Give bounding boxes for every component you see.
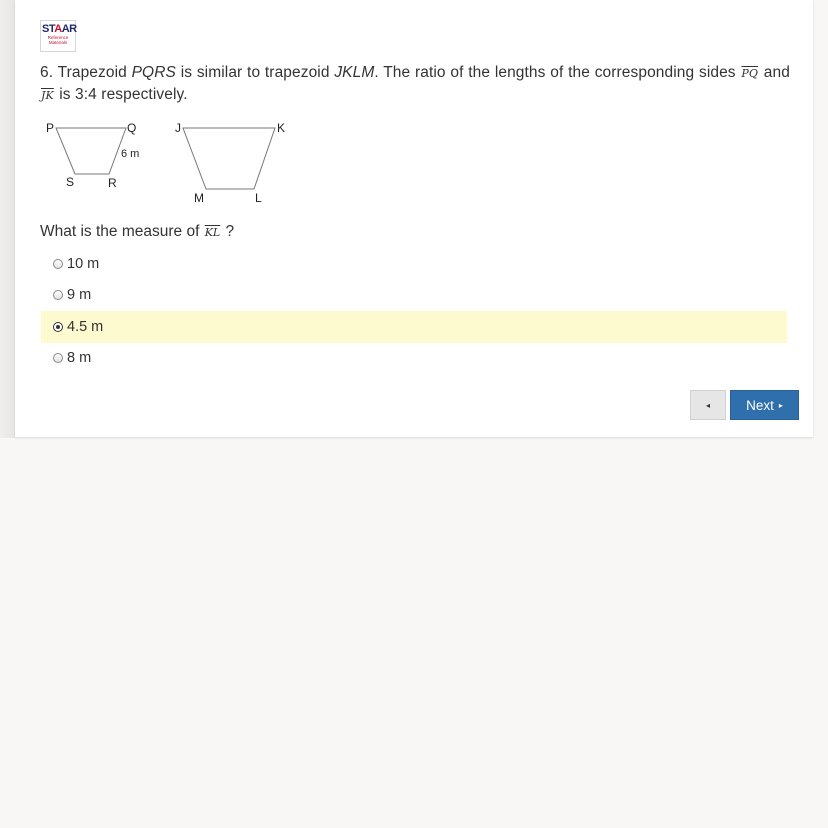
trapezoid-pqrs (56, 128, 126, 174)
question-prompt (40, 221, 234, 243)
radio-button[interactable] (53, 353, 63, 363)
question-part: . The ratio of the lengths of the corresponding sides (374, 64, 736, 81)
segment-kl: $\overline{KL}$ (204, 226, 221, 239)
answer-choice-4-5m[interactable] (41, 311, 787, 343)
choice-label: 10 m (67, 255, 100, 272)
question-number: 6. (40, 64, 54, 81)
vertex-label-j: J (175, 121, 181, 135)
choice-label: 8 m (67, 350, 92, 367)
radio-button-selected[interactable] (53, 322, 63, 332)
vertex-label-p: P (46, 121, 55, 135)
side-length-label: 6 m (121, 148, 140, 160)
vertex-label-m: M (194, 191, 204, 205)
question-part: is similar to trapezoid (180, 64, 330, 81)
answer-choices (41, 248, 787, 374)
logo-brand (42, 23, 77, 35)
next-arrow-icon: ▸ (778, 400, 783, 410)
answer-choice-9m[interactable] (41, 280, 787, 312)
reference-materials-logo[interactable] (40, 20, 76, 52)
radio-button[interactable] (53, 259, 63, 269)
vertex-label-q: Q (127, 121, 137, 135)
back-arrow-icon: ◂ (705, 400, 710, 410)
prompt-text: What is the measure of (40, 223, 200, 240)
next-button[interactable] (730, 390, 799, 420)
segment-jk: $\overline{JK}$ (41, 89, 54, 102)
question-text (40, 62, 790, 106)
trapezoid-figure (40, 115, 300, 210)
choice-label: 4.5 m (67, 318, 104, 335)
question-part: Trapezoid (57, 64, 127, 81)
logo-brand-part: ST (42, 23, 55, 35)
logo-subtitle: Reference Materials (47, 35, 69, 45)
vertex-label-l: L (255, 191, 262, 205)
back-button[interactable] (690, 390, 726, 420)
logo-brand-end: AR (61, 23, 77, 35)
choice-label: 9 m (67, 287, 92, 304)
radio-button[interactable] (53, 290, 63, 300)
question-part: and (763, 64, 790, 81)
question-part: is 3:4 respectively. (59, 86, 188, 103)
prompt-end: ? (225, 223, 235, 240)
next-label: Next (746, 397, 774, 413)
left-shade (0, 0, 15, 438)
logo-brand-accent: A (54, 23, 62, 35)
shape-name-2: JKLM (334, 64, 375, 81)
vertex-label-s: S (66, 175, 75, 189)
vertex-label-k: K (277, 121, 286, 135)
shape-name-1: PQRS (131, 64, 176, 81)
segment-pq: $\overline{PQ}$ (741, 67, 759, 80)
trapezoid-jklm (183, 128, 275, 189)
answer-choice-8m[interactable] (41, 343, 787, 375)
vertex-label-r: R (108, 176, 117, 190)
answer-choice-10m[interactable] (41, 248, 787, 280)
